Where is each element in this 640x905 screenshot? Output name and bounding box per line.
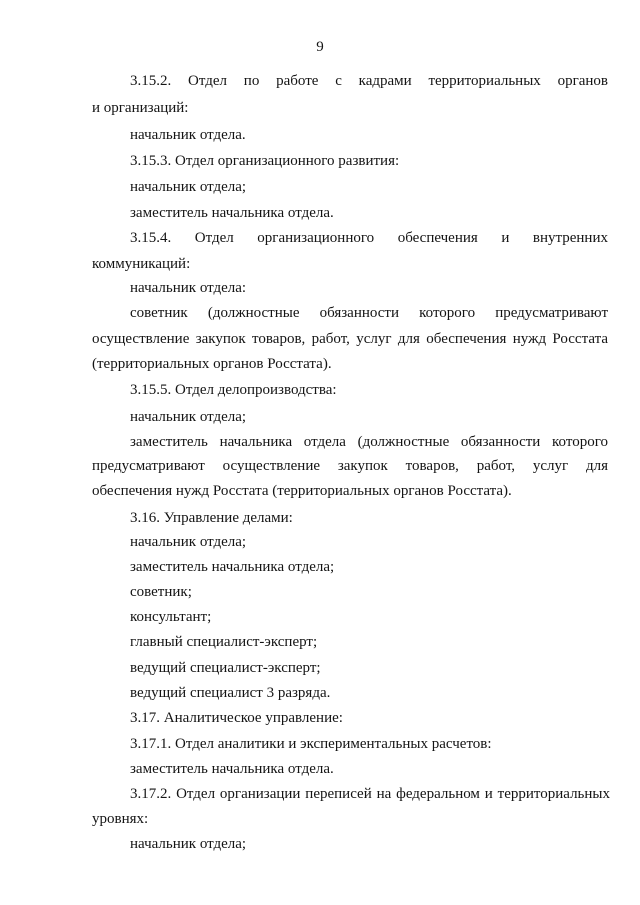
text-line: начальник отдела; [130,534,247,550]
text-line: ведущий специалист 3 разряда. [130,685,331,701]
text-line: 3.15.3. Отдел организационного развития: [130,153,400,169]
text-line: заместитель начальника отдела. [130,761,334,777]
text-line: начальник отдела; [130,836,247,852]
text-line: начальник отдела; [130,409,247,425]
text-line: 3.17. Аналитическое управление: [130,710,343,726]
text-line: (территориальных органов Росстата). [92,356,332,372]
text-line: начальник отдела; [130,179,247,195]
text-line: 3.17.1. Отдел аналитики и экспериментальных расчетов: [130,736,492,752]
text-line: и организаций: [92,100,189,116]
text-line: заместитель начальника отдела (должностные обязанности которого [130,434,608,450]
text-line: коммуникаций: [92,256,191,272]
text-line: 3.16. Управление делами: [130,510,293,526]
text-line: советник; [130,584,192,600]
text-line: предусматривают осуществление закупок товаров, работ, услуг для [92,458,608,474]
text-line: 3.15.4. Отдел организационного обеспечения и внутренних [130,230,608,246]
text-line: начальник отдела: [130,280,247,296]
text-line: 3.15.2. Отдел по работе с кадрами территориальных органов [130,73,608,89]
text-line: заместитель начальника отдела; [130,559,335,575]
text-line: ведущий специалист-эксперт; [130,660,321,676]
page-number: 9 [316,39,324,55]
text-line: начальник отдела. [130,127,246,143]
text-line: уровнях: [92,811,149,827]
text-line: обеспечения нужд Росстата (территориальных органов Росстата). [92,483,512,499]
text-line: заместитель начальника отдела. [130,205,334,221]
text-line: советник (должностные обязанности которого предусматривают [130,305,608,321]
text-line: осуществление закупок товаров, работ, услуг для обеспечения нужд Росстата [92,331,608,347]
text-line: 3.15.5. Отдел делопроизводства: [130,382,337,398]
text-line: 3.17.2. Отдел организации переписей на федеральном и территориальных [130,786,610,802]
text-line: главный специалист-эксперт; [130,634,318,650]
text-line: консультант; [130,609,212,625]
